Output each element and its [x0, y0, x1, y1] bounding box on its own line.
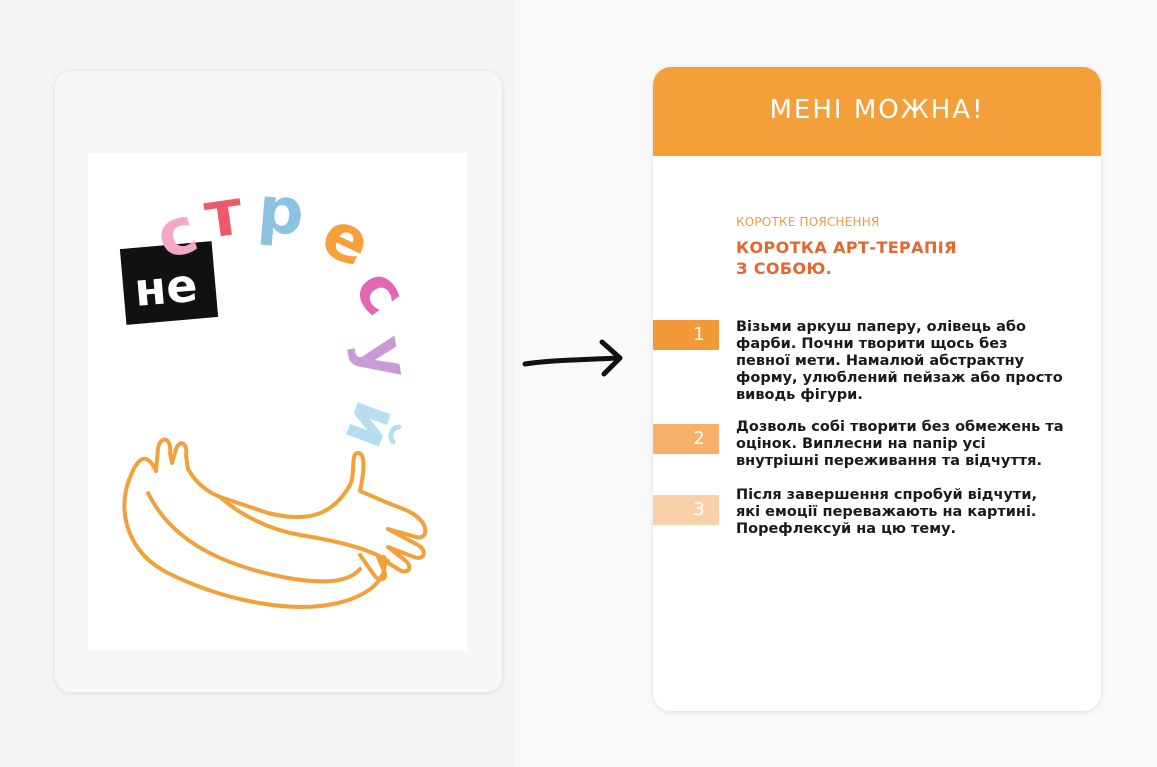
letter-t: т — [199, 175, 247, 254]
step-text-3: Після завершення спробуй відчути, які емоції переважають на картині. Порефлексуй на цю тему. — [736, 487, 1037, 537]
card-heading: КОРОТКА АРТ-ТЕРАПІЯ З СОБОЮ. — [736, 238, 957, 278]
card-subtitle: КОРОТКЕ ПОЯСНЕННЯ — [736, 215, 880, 229]
art-word-ne: не — [132, 257, 200, 317]
illustration-canvas — [88, 153, 467, 651]
step-text-1: Візьми аркуш паперу, олівець або фарби. Почни творити щось без певної мети. Намалюй абстрактну форму, улюблений пейзаж або просто виводь фігури. — [736, 319, 1063, 403]
step-number-3: 3 — [653, 495, 719, 525]
ne-stresuy-illustration — [88, 153, 467, 651]
letter-s2: с — [339, 254, 422, 329]
hugging-arms-illustration — [124, 440, 425, 607]
instruction-card — [653, 67, 1101, 711]
arrow-right-icon — [520, 330, 630, 380]
illustration-card — [55, 71, 502, 692]
letter-u: у — [343, 330, 425, 385]
letter-e: е — [310, 197, 382, 283]
letter-r: р — [254, 172, 308, 251]
card-header — [653, 67, 1101, 156]
letter-s: с — [147, 192, 207, 275]
step-number-1: 1 — [653, 320, 719, 350]
letter-y: й — [329, 391, 415, 460]
step-number-2: 2 — [653, 424, 719, 454]
step-text-2: Дозволь собі творити без обмежень та оцінок. Виплесни на папір усі внутрішні переживання та відчуття. — [736, 419, 1064, 469]
card-title: МЕНІ МОЖНА! — [769, 95, 985, 125]
